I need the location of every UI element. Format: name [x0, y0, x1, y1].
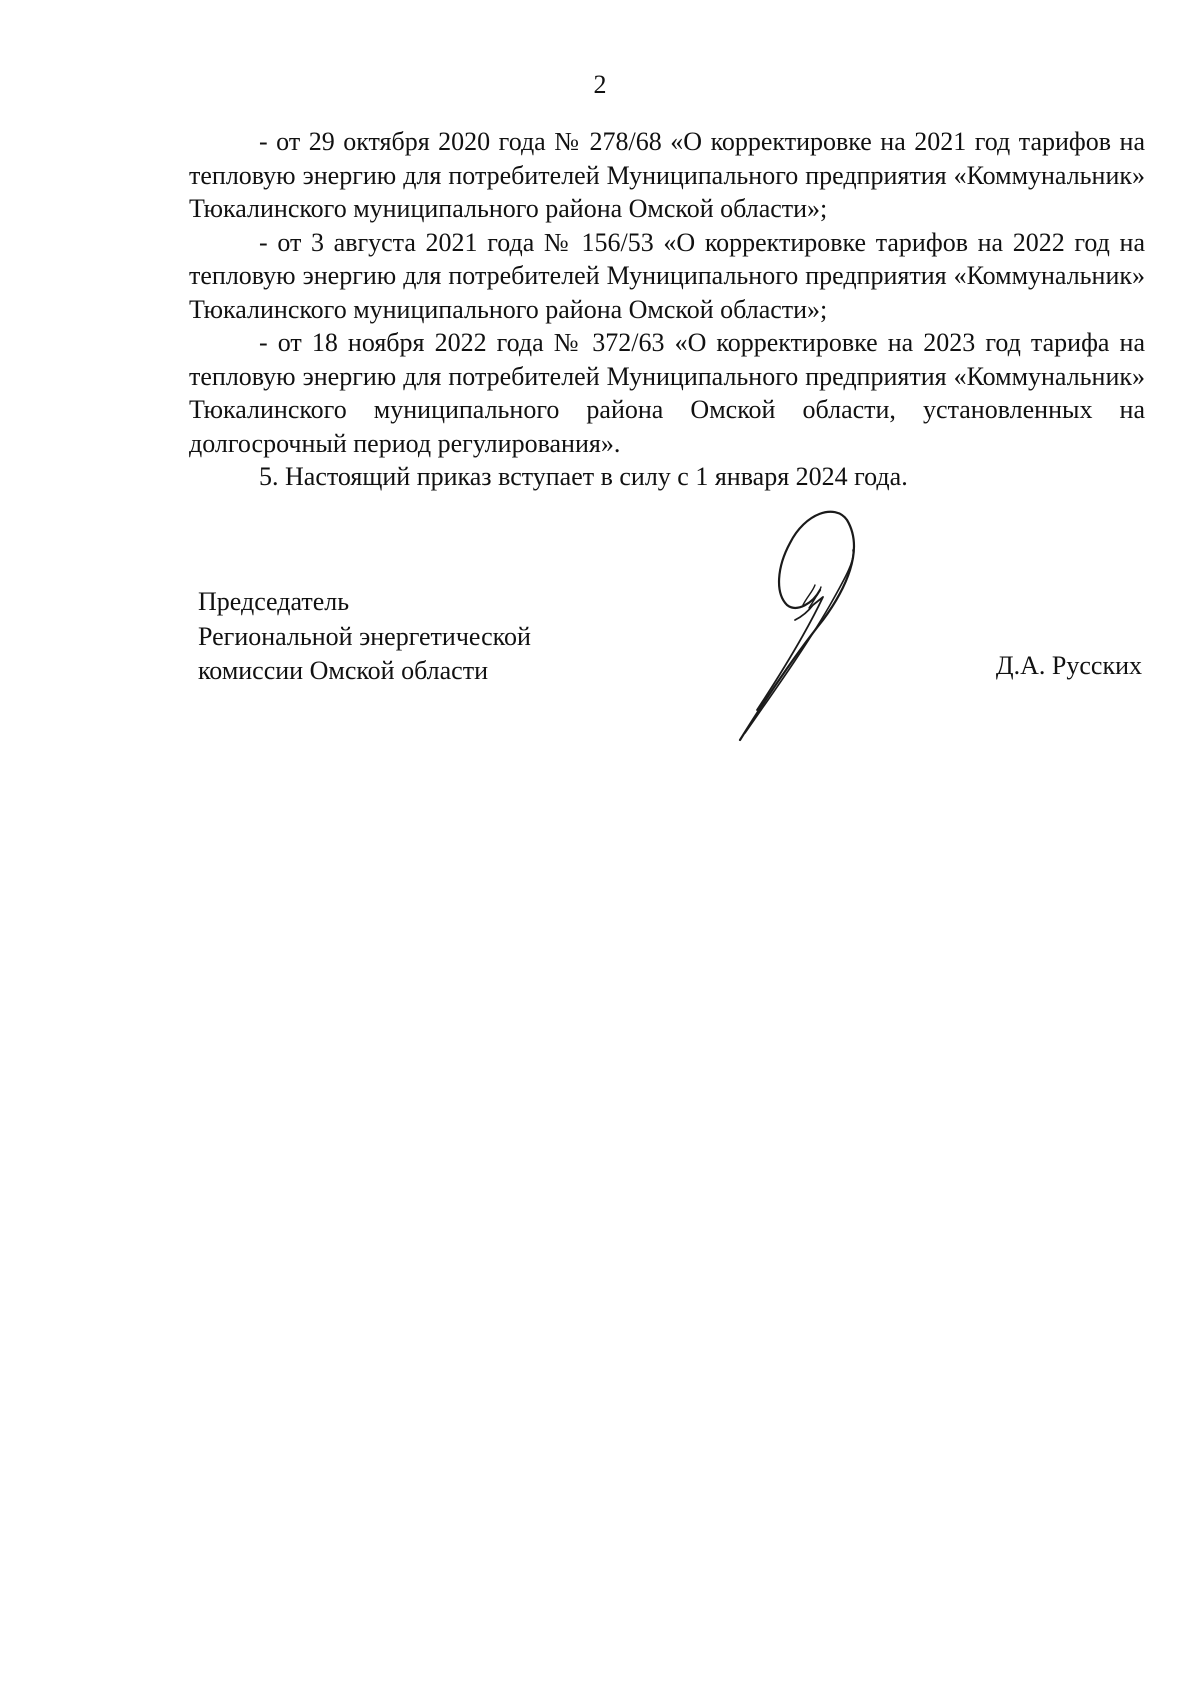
signatory-position-line: Председатель	[198, 587, 350, 616]
page-number: 2	[593, 70, 607, 99]
signer-name: Д.А. Русских	[995, 651, 1142, 680]
handwritten-signature	[735, 505, 910, 745]
paragraph-order-2022: - от 18 ноября 2022 года № 372/63 «О корректировке на 2023 год тарифа на тепловую энергию для потребителей Муниципального предприятия «Коммунальник» Тюкалинского муниципального района Омской области, установленных на долгосрочный период регулирования».	[189, 328, 1145, 458]
signatory-position-line: комиссии Омской области	[198, 656, 488, 685]
signatory-position-line: Региональной энергетической	[198, 621, 531, 651]
document-body	[189, 125, 1145, 494]
signatory-position	[198, 585, 531, 689]
paragraph-effective-date: 5. Настоящий приказ вступает в силу с 1 января 2024 года.	[259, 462, 908, 491]
paragraph-order-2021: - от 3 августа 2021 года № 156/53 «О корректировке тарифов на 2022 год на тепловую энергию для потребителей Муниципального предприятия «Коммунальник» Тюкалинского муниципального района Омской области»;	[189, 227, 1145, 324]
paragraph-order-2020: - от 29 октября 2020 года № 278/68 «О корректировке на 2021 год тарифов на тепловую энергию для потребителей Муниципального предприятия «Коммунальник» Тюкалинского муниципального района Омской области»;	[189, 127, 1145, 223]
